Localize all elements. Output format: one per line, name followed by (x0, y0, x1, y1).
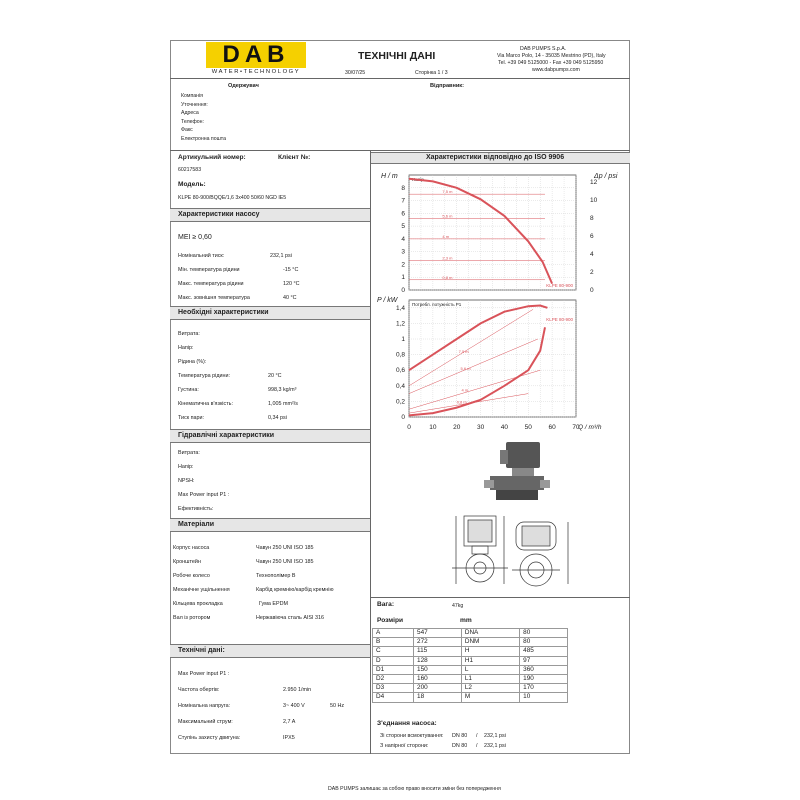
connections-rows (380, 733, 620, 751)
hydraulic-row: Витрата: (178, 450, 200, 456)
weight-label: Вага: (377, 601, 395, 608)
table-row: D1 150 L 360 (373, 665, 568, 674)
head-reference-label: 4 m (442, 233, 450, 239)
company-address: Via Marco Polo, 14 - 35035 Mestrino (PD), Italy (497, 53, 606, 59)
power-reference-label: 7,5 m (458, 349, 469, 355)
weight-value: 47kg (452, 603, 464, 609)
power-reference-label: 4 m (461, 387, 469, 393)
head-ytick-label: 5 (401, 223, 405, 231)
head-reference-label: 2,3 m (442, 255, 453, 261)
head-ytick-right-label: 6 (590, 233, 594, 241)
pump-row: Номінальний тиск: 232,1 psi (178, 253, 292, 259)
pump-chars-title: Характеристики насосу (178, 211, 260, 218)
head-ylabel-right: Δp / psi (594, 173, 618, 180)
hydraulic-title: Гідравлічні характеристики (178, 432, 275, 439)
required-title: Необхідні характеристики (178, 309, 269, 316)
head-ytick-right-label: 10 (590, 197, 598, 205)
page-number: Сторінка 1 / 3 (415, 70, 448, 76)
head-ytick-right-label: 8 (590, 215, 594, 223)
power-ytick-label: 1,4 (395, 304, 405, 312)
pump-drawing-side (482, 440, 552, 504)
connection-row: З напірної сторони: DN 80 / 232,1 psi (380, 743, 506, 749)
materials-header (170, 518, 370, 532)
power-ytick-label: 1 (401, 336, 405, 343)
company-name: DAB PUMPS S.p.A. (520, 46, 567, 52)
power-xtick-label: 10 (429, 424, 437, 431)
material-row: Робоче колесо Технополімер В (173, 573, 296, 579)
pump-chars-header (170, 208, 370, 222)
header-divider (170, 78, 630, 79)
pump-chars-rows (178, 253, 368, 309)
dimensions-unit: mm (460, 617, 472, 624)
power-ytick-label: 0,2 (395, 398, 405, 406)
material-row: Вал із ротором Нержавіюча сталь AISI 316 (173, 615, 325, 621)
hydraulic-row: Ефективність: (178, 506, 214, 512)
pump-drawing-dimensioned (442, 512, 582, 592)
table-row: D2 160 L1 190 (373, 674, 568, 683)
materials-rows (173, 545, 368, 625)
hydraulic-rows (178, 450, 368, 514)
power-xtick-label: 60 (548, 424, 556, 431)
chart-header (371, 152, 630, 164)
power-xtick-label: 50 (524, 424, 532, 431)
head-ytick-right-label: 4 (590, 251, 594, 259)
power-inner-label: Потребл. потужність P1 (412, 302, 462, 307)
pump-row: Мін. температура рідини -15 °C (178, 267, 299, 273)
model-value: KLPE 80-900/BQQE/1,6 3x400 50/60 NGD IE5 (178, 195, 287, 201)
material-row: Механічне ущільнення Карбід кремнію/карбід кремнію (173, 587, 334, 593)
tech-row: Номінальна напруга: 3~ 400 V 50 Hz (178, 703, 345, 709)
power-xtick-label: 40 (500, 424, 509, 431)
head-reference-label: 0,8 m (442, 274, 453, 280)
table-row: D3 200 L2 170 (373, 684, 568, 693)
hydraulic-row: Max Power input P1 : (178, 492, 230, 498)
pump-row: Макс. зовнішня температура 40 °C (178, 295, 297, 301)
head-ytick-label: 6 (401, 210, 405, 218)
dab-logo (204, 42, 314, 76)
hydraulic-row: NPSH: (178, 478, 195, 484)
chart-title: Характеристики відповідно до ISO 9906 (426, 154, 565, 161)
material-row: Кільцева прокладка Гума EPDM (173, 601, 288, 607)
recipient-label: Одержувач (228, 83, 259, 89)
article-number-label: Артикульний номер: (178, 154, 246, 161)
weight-divider (371, 597, 630, 598)
field-company: Компанія (181, 93, 203, 99)
required-row: Напір: (178, 345, 194, 351)
head-ytick-right-label: 2 (590, 269, 594, 277)
power-ytick-label: 0,4 (395, 382, 405, 390)
required-row: Рідина (%): (178, 359, 207, 365)
company-phone: Tel. +39 049 5125000 - Fax +39 049 5125950 (498, 60, 604, 66)
article-number: 60217583 (178, 167, 202, 173)
tech-row: Ступінь захисту двигуна: IPX5 (178, 735, 295, 741)
head-inner-label: Напір (412, 177, 424, 182)
table-row: B 272 DNM 80 (373, 638, 568, 647)
power-xlabel: Q / m³/h (578, 424, 602, 431)
power-xtick-label: 70 (572, 424, 580, 431)
dimensions-table (372, 628, 568, 703)
recipient-fields (181, 93, 331, 144)
performance-chart (371, 165, 630, 435)
power-xtick-label: 20 (453, 424, 461, 431)
head-ytick-right-label: 12 (590, 179, 598, 187)
hydraulic-row: Напір: (178, 464, 194, 470)
required-row: Густина: 998,3 kg/m³ (178, 387, 297, 393)
pump-row: Макс. температура рідини 120 °C (178, 281, 300, 287)
tech-rows (178, 671, 368, 743)
logo-text: DAB (222, 41, 290, 68)
field-fax: Факс (181, 127, 193, 133)
head-ytick-label: 4 (401, 235, 405, 243)
document-title: ТЕХНІЧНІ ДАНІ (358, 50, 436, 62)
head-ytick-label: 0 (401, 287, 405, 294)
materials-title: Матеріали (178, 521, 214, 528)
connection-row: Зі сторони всмоктування: DN 80 / 232,1 psi (380, 733, 506, 739)
head-ytick-label: 7 (401, 197, 405, 205)
logo-tagline: WATER•TECHNOLOGY (211, 69, 301, 75)
recipient-divider (170, 150, 630, 151)
sender-label: Відправник: (430, 83, 464, 89)
head-ylabel: H / m (381, 173, 398, 180)
head-reference-label: 7,5 m (442, 189, 453, 195)
power-reference-label: 5,6 m (460, 365, 471, 371)
table-row: D 128 H1 97 (373, 656, 568, 665)
head-reference-label: 5,6 m (442, 213, 453, 219)
head-ytick-label: 3 (401, 248, 405, 256)
connections-label: З'єднання насоса: (377, 720, 437, 727)
field-email: Електронна пошта (181, 135, 226, 142)
head-ytick-right-label: 0 (590, 287, 594, 294)
document-date: 30/07/25 (345, 70, 366, 76)
power-ylabel: P / kW (377, 297, 398, 304)
company-web: www.dabpumps.com (532, 67, 580, 73)
material-row: Корпус насоса Чавун 250 UNI ISO 185 (173, 545, 314, 551)
mei-value: MEI ≥ 0,60 (178, 234, 212, 241)
power-ytick-label: 1,2 (395, 320, 405, 328)
table-row: D4 18 M 10 (373, 693, 568, 702)
client-number-label: Клієнт №: (278, 154, 311, 161)
table-row: A 547 DNA 80 (373, 629, 568, 638)
power-model-label: KLPE 80-900 (546, 317, 573, 322)
model-label: Модель: (178, 181, 206, 188)
required-rows (178, 331, 368, 427)
power-ytick-label: 0 (401, 414, 405, 421)
required-row: Витрата: (178, 331, 200, 337)
required-header (170, 306, 370, 320)
tech-row: Максимальний струм: 2,7 A (178, 719, 296, 725)
power-ytick-label: 0,8 (395, 351, 405, 359)
material-row: Кронштейн Чавун 250 UNI ISO 185 (173, 559, 314, 565)
power-ytick-label: 0,6 (395, 367, 405, 375)
power-xtick-label: 0 (407, 424, 411, 431)
required-row: Температура рідини: 20 °C (178, 373, 282, 379)
logo-mark (206, 42, 306, 68)
field-clarification: Уточнення: (181, 101, 208, 108)
footer-note: DAB PUMPS залишає за собою право вносити зміни без попередження (328, 786, 501, 792)
tech-title: Технічні дані: (178, 647, 225, 654)
required-row: Кінематична в'язкість: 1,005 mm²/s (178, 401, 298, 407)
power-xtick-label: 30 (476, 424, 485, 431)
required-row: Тиск пари: 0,34 psi (178, 415, 287, 421)
field-address: Адреса (181, 110, 199, 116)
dimensions-label: Розміри (377, 617, 404, 624)
head-plot-area (409, 175, 576, 290)
tech-row: Max Power input P1 : (178, 671, 230, 677)
power-reference-label: 0,8 m (456, 399, 467, 405)
head-model-label: KLPE 80-900 (546, 283, 573, 288)
tech-row: Частота обертів: 2.950 1/min (178, 687, 312, 693)
head-ytick-label: 8 (401, 184, 405, 192)
head-ytick-label: 2 (401, 261, 405, 269)
head-ytick-label: 1 (401, 274, 405, 282)
table-row: C 115 H 485 (373, 647, 568, 656)
hydraulic-header (170, 429, 370, 443)
field-phone: Телефон: (181, 118, 204, 125)
tech-header (170, 644, 370, 658)
